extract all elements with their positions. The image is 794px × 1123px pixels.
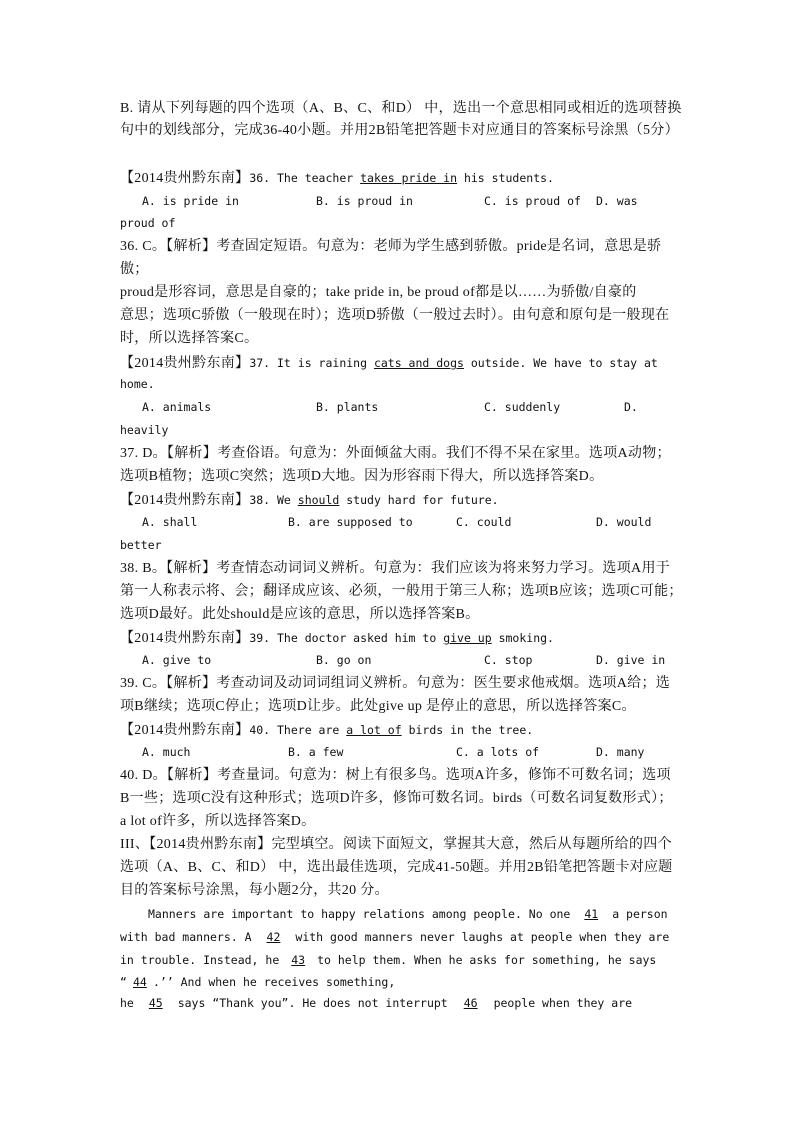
passage-line2 bbox=[120, 926, 680, 948]
q38-stem bbox=[120, 489, 680, 512]
q38-explanation-line3: 选项D最好。此处should是应该的意思，所以选择答案B。 bbox=[120, 607, 480, 622]
q36-option-b: B. is proud in bbox=[316, 194, 413, 208]
q37-option-a: A. animals bbox=[142, 400, 212, 414]
blank-44: 44 bbox=[133, 975, 147, 989]
passage-line5 bbox=[120, 992, 680, 1014]
q37-option-b: B. plants bbox=[316, 400, 379, 414]
blank-42: 42 bbox=[266, 930, 281, 944]
q40-tag: 【2014贵州黔东南】 bbox=[120, 723, 250, 738]
passage-text: with bad manners. A bbox=[120, 930, 259, 944]
passage-text: in trouble. Instead, he bbox=[120, 953, 287, 967]
q36-explanation-line3: proud是形容词，意思是自豪的；take pride in, be proud of都是以……为骄傲/自豪的 bbox=[120, 285, 637, 300]
q39-tag: 【2014贵州黔东南】 bbox=[120, 631, 250, 646]
q39-text-pre: 39. The doctor asked him to bbox=[249, 631, 444, 645]
passage-text: says “Thank you”. He does not interrupt bbox=[170, 996, 455, 1010]
q40-option-c: C. a lots of bbox=[456, 745, 540, 759]
q37-explanation-line2: 选项B植物；选项C突然；选项D大地。因为形容雨下得大，所以选择答案D。 bbox=[120, 469, 604, 484]
q40-stem bbox=[120, 719, 680, 742]
q37-explanation-line1: 37. D。【解析】考查俗语。句意为：外面倾盆大雨。我们不得不呆在家里。选项A动物； bbox=[120, 446, 671, 461]
q39-explanation-line1: 39. C。【解析】考查动词及动词词组词义辨析。句意为：医生要求他戒烟。选项A给；选 bbox=[120, 676, 671, 691]
q38-option-a: A. shall bbox=[142, 515, 198, 529]
section-b-instruction-line2: 句中的划线部分，完成36-40小题。并用2B铅笔把答题卡对应通目的答案标号涂黑（5分） bbox=[120, 123, 679, 138]
q37-stem bbox=[120, 352, 680, 375]
q36-text-pre: 36. The teacher bbox=[249, 171, 361, 185]
q36-option-d: D. was bbox=[596, 194, 638, 208]
section-b-instruction-line1: B. 请从下列每题的四个选项（A、B、C、和D） 中，选出一个意思相同或相近的选项替换 bbox=[120, 101, 682, 116]
q36-explanation-line4: 意思；选项C骄傲（一般现在时）；选项D骄傲（一般过去时）。由句意和原句是一般现在 bbox=[120, 308, 670, 323]
q36-explanation-line1: 36. C。【解析】考查固定短语。句意为：老师为学生感到骄傲。pride是名词，意思是骄 bbox=[120, 239, 662, 254]
q38-option-d: D. would bbox=[596, 515, 652, 529]
q39-option-a: A. give to bbox=[142, 653, 212, 667]
q40-text-pre: 40. There are bbox=[249, 723, 347, 737]
q36-option-d-wrap: proud of bbox=[120, 216, 176, 230]
q38-text-pre: 38. We bbox=[249, 493, 298, 507]
q36-underlined-phrase: takes pride in bbox=[360, 171, 458, 185]
q37-stem-wrap: home. bbox=[120, 377, 155, 391]
passage-text: with good manners never laughs at people when they are bbox=[288, 930, 670, 944]
q38-underlined-word: should bbox=[297, 493, 340, 507]
q39-option-d: D. give in bbox=[596, 653, 666, 667]
passage-line1 bbox=[120, 903, 680, 925]
q36-explanation-line5: 时，所以选择答案C。 bbox=[120, 331, 259, 346]
q37-option-d: D. bbox=[624, 400, 638, 414]
q37-text-post: outside. We have to stay at bbox=[463, 356, 658, 370]
q40-underlined-phrase: a lot of bbox=[346, 723, 402, 737]
passage-text: .’’ And when he receives something, bbox=[152, 975, 396, 989]
passage-text: Manners are important to happy relations among people. No one bbox=[148, 907, 578, 921]
passage-text: to help them. When he asks for something, he says bbox=[310, 953, 657, 967]
q37-underlined-phrase: cats and dogs bbox=[373, 356, 464, 370]
section-iii-instruction-line3: 目的答案标号涂黑，每小题2分，共20 分。 bbox=[120, 883, 389, 898]
q36-tag: 【2014贵州黔东南】 bbox=[120, 171, 250, 186]
q37-tag: 【2014贵州黔东南】 bbox=[120, 356, 250, 371]
q40-text-post: birds in the tree. bbox=[401, 723, 534, 737]
passage-text: people when they are bbox=[486, 996, 633, 1010]
q40-explanation-line1: 40. D。【解析】考查量词。句意为：树上有很多鸟。选项A许多，修饰不可数名词；选项 bbox=[120, 768, 671, 783]
q37-option-d-wrap: heavily bbox=[120, 423, 169, 437]
q36-stem bbox=[120, 167, 680, 190]
q36-option-c: C. is proud of bbox=[484, 194, 581, 208]
q40-option-a: A. much bbox=[142, 745, 191, 759]
q39-text-post: smoking. bbox=[491, 631, 554, 645]
section-iii-instruction-line2: 选项（A、B、C、和D） 中，选出最佳选项，完成41-50题。并用2B铅笔把答题卡对应题 bbox=[120, 860, 673, 875]
q38-explanation-line2: 第一人称表示将、会；翻译成应该、必须，一般用于第三人称；选项B应该；选项C可能； bbox=[120, 584, 683, 599]
q38-option-b: B. are supposed to bbox=[288, 515, 413, 529]
q38-explanation-line1: 38. B。【解析】考查情态动词词义辨析。句意为：我们应该为将来努力学习。选项A用于 bbox=[120, 561, 671, 576]
blank-45: 45 bbox=[148, 996, 163, 1010]
passage-line3 bbox=[120, 949, 680, 971]
q36-option-a: A. is pride in bbox=[142, 194, 239, 208]
q37-text-pre: 37. It is raining bbox=[249, 356, 374, 370]
q36-text-post: his students. bbox=[457, 171, 554, 185]
q39-option-c: C. stop bbox=[484, 653, 533, 667]
q39-option-b: B. go on bbox=[316, 653, 372, 667]
section-iii-instruction-line1: III、【2014贵州黔东南】完型填空。阅读下面短文，掌握其大意，然后从每题所给的四个 bbox=[120, 837, 672, 852]
q39-stem bbox=[120, 627, 680, 650]
q37-option-c: C. suddenly bbox=[484, 400, 561, 414]
q38-text-post: study hard for future. bbox=[339, 493, 499, 507]
blank-46: 46 bbox=[463, 996, 478, 1010]
q38-tag: 【2014贵州黔东南】 bbox=[120, 493, 250, 508]
q39-underlined-phrase: give up bbox=[443, 631, 492, 645]
blank-41: 41 bbox=[584, 907, 599, 921]
q40-explanation-line2: B一些；选项C没有这种形式；选项D许多，修饰可数名词。birds（可数名词复数形式）； bbox=[120, 791, 673, 806]
q40-option-b: B. a few bbox=[288, 745, 344, 759]
q38-option-d-wrap: better bbox=[120, 538, 162, 552]
q36-explanation-line2: 傲； bbox=[120, 262, 149, 277]
passage-text: “ bbox=[120, 975, 127, 989]
q39-explanation-line2: 项B继续；选项C停止；选项D让步。此处give up 是停止的意思，所以选择答案C。 bbox=[120, 699, 636, 714]
passage-text: he bbox=[120, 996, 141, 1010]
passage-line4 bbox=[120, 971, 680, 993]
passage-text: a person bbox=[605, 907, 668, 921]
blank-43: 43 bbox=[291, 953, 306, 967]
q40-explanation-line3: a lot of许多，所以选择答案D。 bbox=[120, 814, 316, 829]
q40-option-d: D. many bbox=[596, 745, 645, 759]
q38-option-c: C. could bbox=[456, 515, 512, 529]
